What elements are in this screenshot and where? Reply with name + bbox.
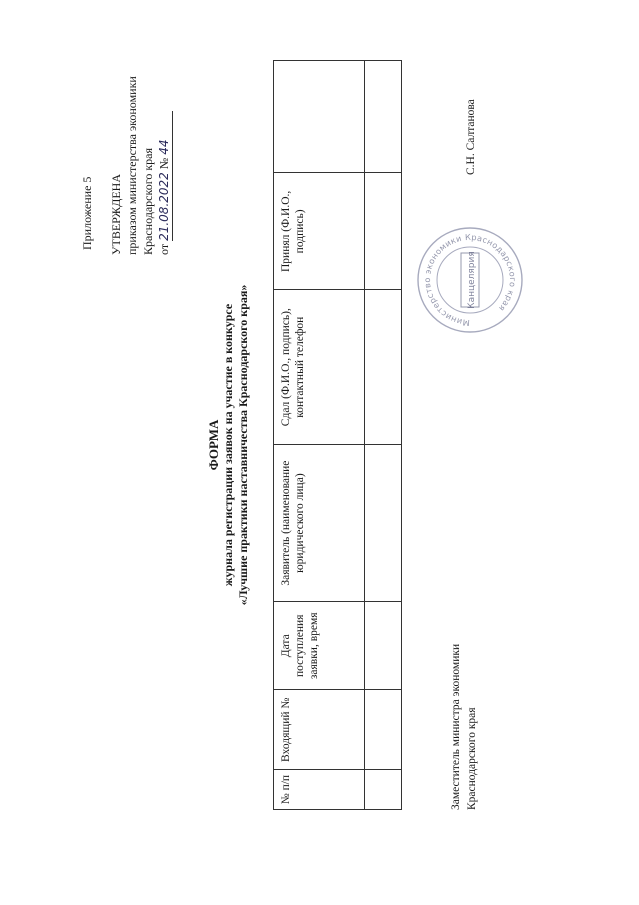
table-header-row <box>274 61 365 810</box>
official-stamp <box>415 225 525 335</box>
stamp-ring-text: Министерство экономики Краснодарского края <box>421 231 519 329</box>
approved-label: УТВЕРЖДЕНА <box>109 173 123 255</box>
header-cell: Принял (Ф.И.О., подпись) <box>274 173 365 290</box>
title-journal: журнала регистрации заявок на участие в конкурсе <box>221 303 235 587</box>
position-line2: Краснодарского края <box>466 707 478 810</box>
table-cell <box>365 290 402 445</box>
table-cell <box>365 445 402 602</box>
position-line1: Заместитель министра экономики <box>450 643 462 810</box>
signatory-name: С.Н. Салтанова <box>465 99 477 175</box>
header-cell-empty <box>274 61 365 173</box>
table-cell <box>365 61 402 173</box>
table-cell <box>365 690 402 770</box>
date-value: 21.08.2022 <box>157 172 171 241</box>
appendix-label: Приложение 5 <box>80 176 94 250</box>
table-row <box>365 61 402 810</box>
title-contest: «Лучшие практики наставничества Краснодарского края» <box>236 284 250 606</box>
date-prefix: от <box>157 243 171 255</box>
table-cell <box>365 770 402 810</box>
table-cell <box>365 602 402 690</box>
number-prefix: № <box>157 157 171 170</box>
region-line: Краснодарского края <box>141 147 155 255</box>
header-cell: Дата поступления заявки, время <box>274 602 365 690</box>
number-value: 44 <box>157 139 171 155</box>
header-cell: Сдал (Ф.И.О., подпись), контактный телефон <box>274 290 365 445</box>
title-form: ФОРМА <box>206 419 221 471</box>
stamp-graphic <box>415 225 525 335</box>
date-field <box>156 111 173 241</box>
table-cell <box>365 173 402 290</box>
stamp-center-text: Канцелярия <box>467 251 477 309</box>
form-title <box>206 185 251 705</box>
approval-date-line <box>156 76 173 255</box>
approval-block <box>108 76 173 255</box>
signatory-position <box>448 644 480 810</box>
header-cell: Заявитель (наименование юридического лица) <box>274 445 365 602</box>
order-line: приказом министерства экономики <box>125 76 139 255</box>
header-cell: Входящий № <box>274 690 365 770</box>
registration-journal-table <box>273 60 402 810</box>
header-cell: № п/п <box>274 770 365 810</box>
